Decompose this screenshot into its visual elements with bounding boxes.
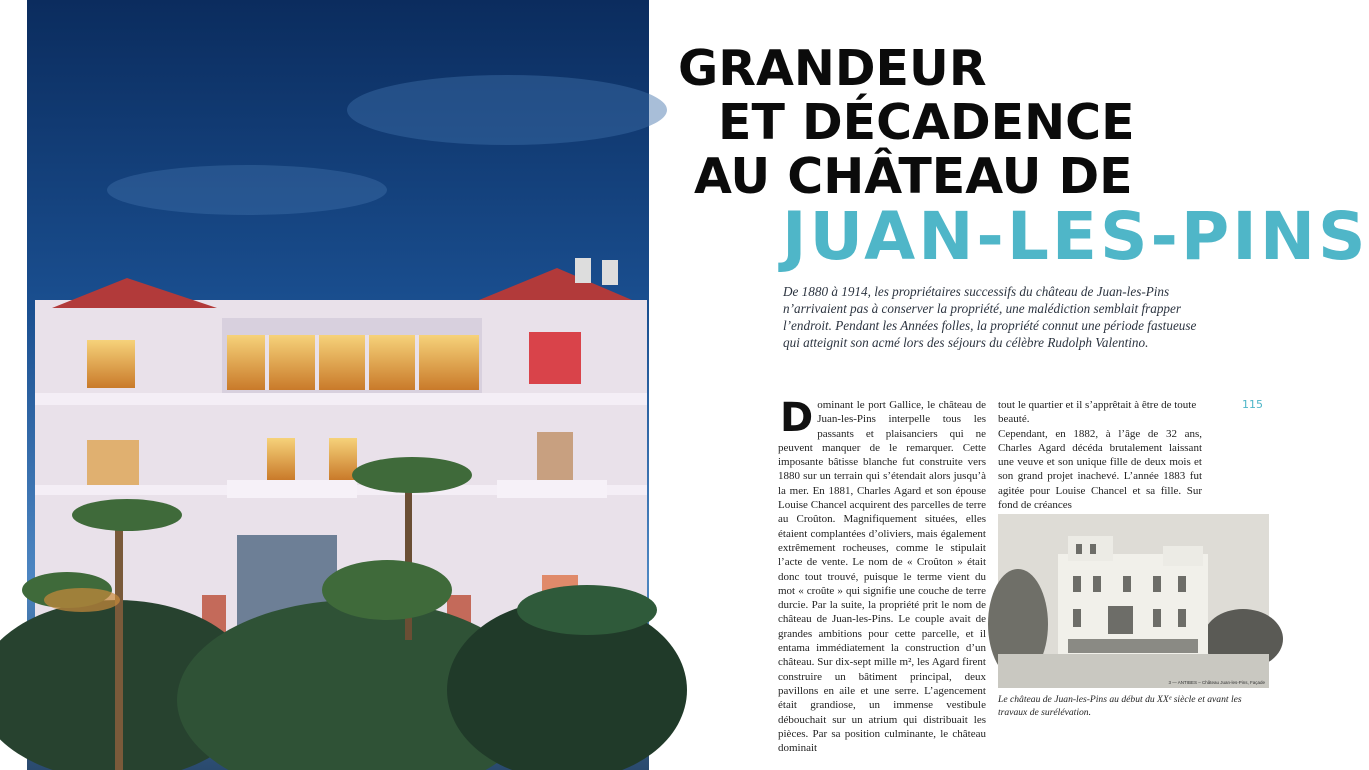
column-2-paragraph-2: Cependant, en 1882, à l’âge de 32 ans, Charles Agard décéda brutalement laissant une veuve et son unique fille de deux mois et son grand projet inachevé. L’année 1883 fut agitée pour Louise Chancel et sa fille. Sur fond de créances (998, 427, 1202, 512)
title-line-1: GRANDEUR (678, 40, 987, 97)
photo-caption: Le château de Juan-les-Pins au début du XXᵉ siècle et avant les travaux de surélévation. (998, 694, 1242, 718)
historic-photo (998, 514, 1269, 688)
title-line-3: AU CHÂTEAU DE (694, 148, 1133, 205)
column-2-paragraph-1: tout le quartier et il s’apprêtait à être de toute beauté. (998, 399, 1197, 426)
column-1-text: ominant le port Gallice, le château de Juan-les-Pins interpelle tous les passants et plaisanciers qui ne peuvent manquer de le remarquer. Cette imposante bâtisse blanche fut construite vers 1880 sur un terrain qui s’étendait alors jusqu’à la mer. En 1881, Charles Agard et son épouse Louise Chancel acquirent des parcelles de terre au Croûton. Magnifiquement situées, elles étaient complantées d’oliviers, mais également extrêmement rocheuses, comme le stipulait l’acte de vente. Le nom de « Croûton » était donc tout trouvé, puisque le terme vient du mot « croûte » qui signifie une couche de terre durcie. Par la suite, la propriété prit le nom de château de Juan-les-Pins. Le couple avait de grandes ambitions pour cette parcelle, et il entama immédiatement la construction d’un château. Sur dix-sept mille m², les Agard firent construire un bâtiment principal, deux pavillons en aile et une serre. L’agencement était grandiose, un immense vestibule débouchait sur un atrium qui distribuait les pièces. Par sa position culminante, le château dominait (778, 399, 986, 755)
article-column-1 (778, 395, 986, 755)
intro-paragraph: De 1880 à 1914, les propriétaires successifs du château de Juan-les-Pins n’arrivaient pas à conserver la propriété, une malédiction semblait frapper l’endroit. Pendant les Années folles, la propriété connut une période fastueuse qui atteignit son acmé lors des séjours du célèbre Rudolph Valentino. (783, 284, 1197, 350)
title-line-4: JUAN-LES-PINS (782, 198, 1369, 275)
historic-photo-inscription: 3 — ANTIBES – Château Juan-les-Pins, Façade (1168, 680, 1265, 685)
dropcap: D (780, 395, 814, 441)
chateau-photo (27, 0, 649, 770)
page-number: 115 (1242, 398, 1263, 411)
title-line-2: ET DÉCADENCE (718, 94, 1135, 151)
article-column-2 (998, 398, 1202, 512)
